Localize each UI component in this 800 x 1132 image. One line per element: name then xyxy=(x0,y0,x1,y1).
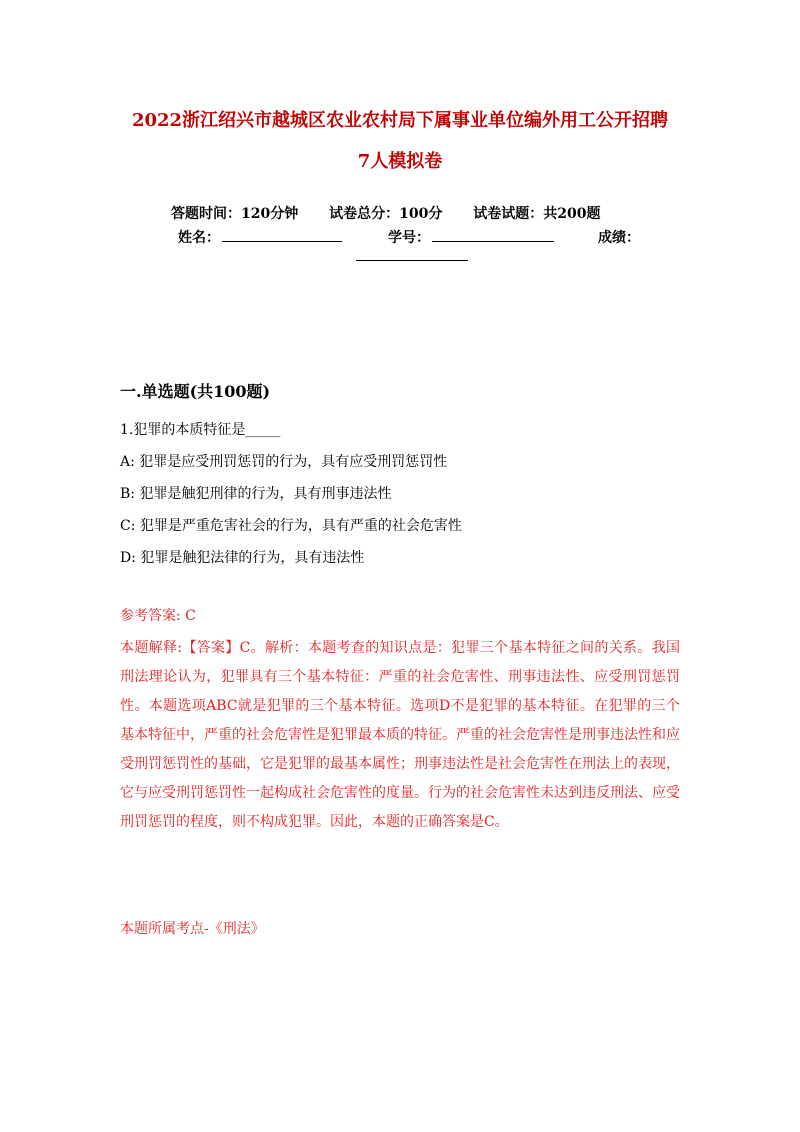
score-label: 成绩： xyxy=(598,230,640,246)
student-id-blank-line xyxy=(432,227,554,242)
student-id-label: 学号： xyxy=(388,230,430,246)
student-id-field xyxy=(388,227,554,247)
option-d: D: 犯罪是触犯法律的行为，具有违法性 xyxy=(120,550,365,566)
name-blank-line xyxy=(222,227,342,242)
exam-title-line-1: 2022浙江绍兴市越城区农业农村局下属事业单位编外用工公开招聘 xyxy=(131,110,669,131)
section-heading: 一.单选题(共100题) xyxy=(120,382,271,401)
option-b: B: 犯罪是触犯刑律的行为，具有刑事违法性 xyxy=(120,486,392,502)
name-label: 姓名： xyxy=(178,230,220,246)
option-c: C: 犯罪是严重危害社会的行为，具有严重的社会危害性 xyxy=(120,518,462,534)
score-blank-line xyxy=(356,246,468,261)
exam-meta-row xyxy=(171,203,600,223)
score-field xyxy=(598,227,640,247)
exam-question-count: 试卷试题：共200题 xyxy=(473,206,601,222)
exam-title-line-2: 7人模拟卷 xyxy=(357,151,443,172)
reference-answer: 参考答案: C xyxy=(120,608,196,624)
exam-time: 答题时间：120分钟 xyxy=(171,206,299,222)
exam-total-score: 试卷总分：100分 xyxy=(329,206,443,222)
option-a: A: 犯罪是应受刑罚惩罚的行为，具有应受刑罚惩罚性 xyxy=(120,454,448,470)
question-stem: 1.犯罪的本质特征是_____ xyxy=(120,422,281,438)
name-field xyxy=(178,227,342,247)
question-topic: 本题所属考点-《刑法》 xyxy=(120,921,265,937)
answer-explanation: 本题解释:【答案】C。解析：本题考查的知识点是：犯罪三个基本特征之间的关系。我国刑法理论认为，犯罪具有三个基本特征：严重的社会危害性、刑事违法性、应受刑罚惩罚性。本题选项ABC就是犯罪的三个基本特征。选项D不是犯罪的基本特征。在犯罪的三个基本特征中，严重的社会危害性是犯罪最本质的特征。严重的社会危害性是刑事违法性和应受刑罚惩罚性的基础，它是犯罪的最基本属性；刑事违法性是社会危害性在刑法上的表现，它与应受刑罚惩罚性一起构成社会危害性的度量。行为的社会危害性未达到违反刑法、应受刑罚惩罚的程度，则不构成犯罪。因此，本题的正确答案是C。 xyxy=(120,640,680,830)
